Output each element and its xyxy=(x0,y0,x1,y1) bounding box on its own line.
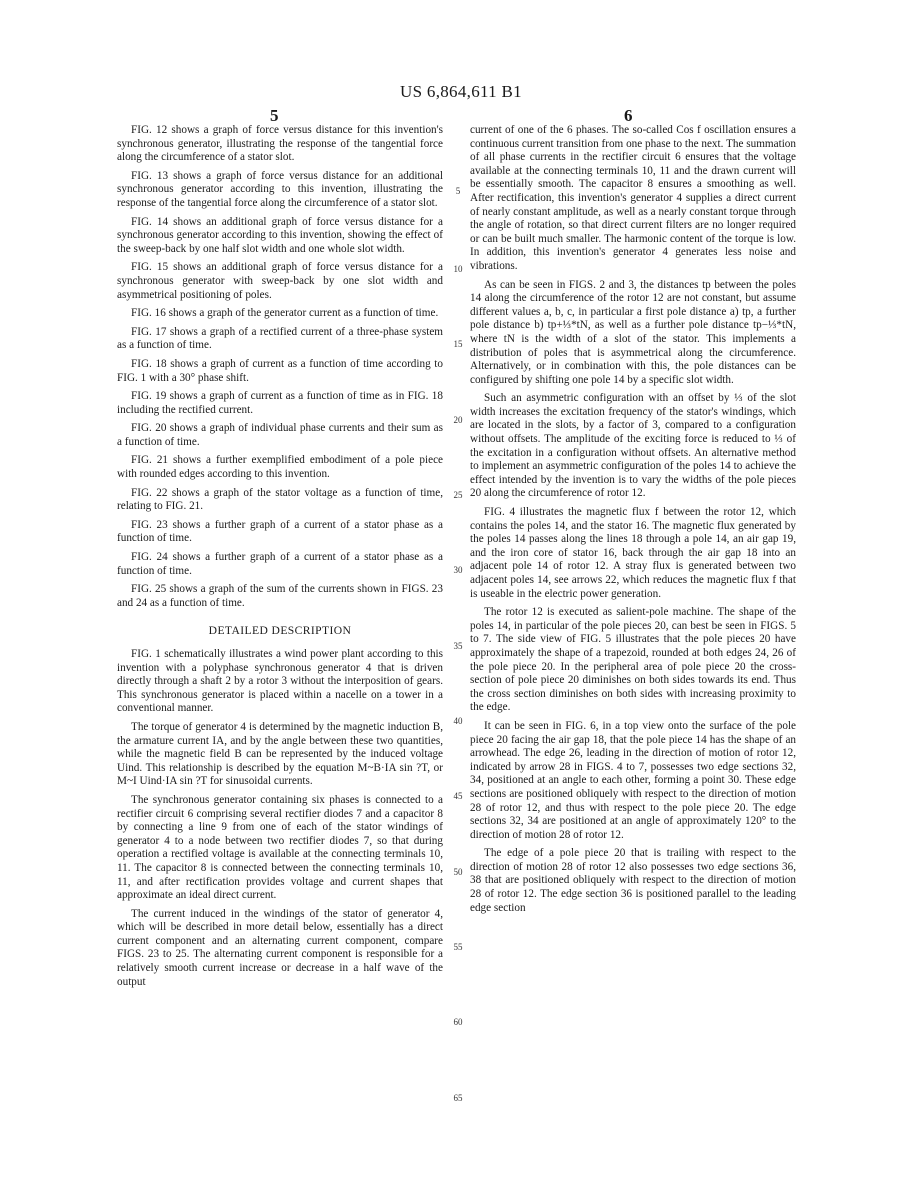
paragraph-trailing-edge: The edge of a pole piece 20 that is trailing with respect to the direction of motion 28 of rotor 12 also possesses two edge sections 36, 38 that are positioned obliquely with respect to the direction of motion 28 of rotor 12. The edge section 36 is positioned parallel to the leading edge section xyxy=(470,847,796,914)
paragraph-torque: The torque of generator 4 is determined by the magnetic induction B, the armature current IA, and by the angle between these two quantities, while the magnetic field B can be represented by the induced voltage Uind. This relationship is described by the equation M~B·IA sin ?T, or M~I Uind·IA sin ?T for sinusoidal currents. xyxy=(117,720,443,788)
paragraph-pole-distances: As can be seen in FIGS. 2 and 3, the distances tp between the poles 14 along the circumference of the rotor 12 are not constant, but assume different values a, b, c, in particular a first pole distance a) tp, a further pole distance b) tp+⅓*tN, as well as a further pole distance tp−⅓*tN, where tN is the width of a slot of the stator. This implements a distribution of poles that is asymmetrical along the circumference. Alternatively, or in combination with this, the pole distances can be configured by shifting one pole 14 by a specific slot width. xyxy=(470,278,796,386)
line-number-55: 55 xyxy=(453,942,463,952)
paragraph-salient-pole: The rotor 12 is executed as salient-pole machine. The shape of the poles 14, in particular of the pole pieces 20, can best be seen in FIGS. 5 to 7. The side view of FIG. 5 illustrates that the pole pieces 20 have approximately the shape of a trapezoid, rounded at both edges 24, 26 of the pole piece 20. In the peripheral area of pole piece 20 the cross-section of pole piece 20 diminishes on both sides towards its end. Thus the cross section diminishes on both sides with increasing proximity to the edge. xyxy=(470,606,796,714)
line-number-10: 10 xyxy=(453,264,463,274)
line-number-60: 60 xyxy=(453,1017,463,1027)
right-column xyxy=(470,124,796,920)
paragraph-fig19: FIG. 19 shows a graph of current as a function of time as in FIG. 18 including the rectified current. xyxy=(117,390,443,416)
paragraph-fig21: FIG. 21 shows a further exemplified embodiment of a pole piece with rounded edges according to this invention. xyxy=(117,454,443,481)
line-number-20: 20 xyxy=(453,415,463,425)
paragraph-fig25: FIG. 25 shows a graph of the sum of the currents shown in FIGS. 23 and 24 as a function of time. xyxy=(117,583,443,609)
right-column-number: 6 xyxy=(624,106,633,125)
paragraph-cos-oscillation: current of one of the 6 phases. The so-called Cos f oscillation ensures a continuous current transition from one phase to the next. The summation of all phase currents in the rectifier circuit 6 ensures that the voltage available at the connecting terminals 10, 11 and the drawn current will be essentially smooth. The capacitor 8 ensures a smoothing as well. After rectification, this invention's generator 4 supplies a direct current of nearly constant amplitude, as well as a nearly constant torque through the angle of rotation, so that direct current filters are no longer required or can be built much smaller. The harmonic content of the torque is low. In addition, this invention's generator 4 generates less noise and vibrations. xyxy=(470,124,796,272)
section-heading-detailed-description: DETAILED DESCRIPTION xyxy=(208,624,352,638)
line-number-30: 30 xyxy=(453,565,463,575)
paragraph-fig1-description: FIG. 1 schematically illustrates a wind power plant according to this invention with a polyphase synchronous generator 4 that is driven directly through a shaft 2 by a rotor 3 without the interposition of gears. This synchronous generator is placed within a nacelle on a tower in a conventional manner. xyxy=(117,648,443,715)
line-number-5: 5 xyxy=(455,186,461,196)
left-column-number: 5 xyxy=(270,106,279,125)
paragraph-fig12: FIG. 12 shows a graph of force versus distance for this invention's synchronous generator, illustrating the response of the tangential force along the circumference of a stator slot. xyxy=(117,124,443,164)
paragraph-fig6-arrowhead: It can be seen in FIG. 6, in a top view onto the surface of the pole piece 20 facing the air gap 18, that the pole piece 14 has the shape of an arrowhead. The edge 26, leading in the direction of motion of rotor 12, indicated by arrow 28 in FIGS. 4 to 7, possesses two edge sections 32, 34, positioned at an angle to each other, forming a point 30. These edge sections are positioned obliquely with respect to the direction of motion 28 of rotor 12, and thus with respect to the pole piece 20. The edge sections 32, 34 are positioned at an angle of approximately 120° to the direction of motion 28 of rotor 12. xyxy=(470,719,796,841)
line-number-45: 45 xyxy=(453,791,463,801)
paragraph-fig22: FIG. 22 shows a graph of the stator voltage as a function of time, relating to FIG. 21. xyxy=(117,486,443,513)
line-number-40: 40 xyxy=(453,716,463,726)
line-number-65: 65 xyxy=(453,1093,463,1103)
paragraph-fig4-flux: FIG. 4 illustrates the magnetic flux f between the rotor 12, which contains the poles 14, and the stator 16. The magnetic flux generated by the poles 14 passes along the lines 18 through a pole 14, an air gap 19, and the iron core of stator 16, back through the air gap 18 into an adjacent pole 14 of rotor 12. A stray flux is generated between two adjacent poles 14, see arrows 22, which reduces the magnetic flux f that is useable in the electric power generation. xyxy=(470,506,796,600)
paragraph-fig18: FIG. 18 shows a graph of current as a function of time according to FIG. 1 with a 30° phase shift. xyxy=(117,357,443,384)
paragraph-induced-current: The current induced in the windings of the stator of generator 4, which will be described in more detail below, essentially has a direct current component and an alternating current component, compare FIGS. 23 to 25. The alternating current component is responsible for a relatively smooth current increase or decrease in a half wave of the output xyxy=(117,907,443,988)
paragraph-fig16: FIG. 16 shows a graph of the generator current as a function of time. xyxy=(131,307,439,320)
paragraph-fig20: FIG. 20 shows a graph of individual phase currents and their sum as a function of time. xyxy=(117,422,443,448)
paragraph-fig24: FIG. 24 shows a further graph of a current of a stator phase as a function of time. xyxy=(117,551,443,577)
paragraph-fig17: FIG. 17 shows a graph of a rectified current of a three-phase system as a function of time. xyxy=(117,325,443,352)
paragraph-fig14: FIG. 14 shows an additional graph of force versus distance for a synchronous generator according to this invention, showing the effect of the sweep-back by one half slot width and one whole slot width. xyxy=(117,215,443,255)
paragraph-fig23: FIG. 23 shows a further graph of a current of a stator phase as a function of time. xyxy=(117,518,443,545)
patent-number-header: US 6,864,611 B1 xyxy=(400,82,522,101)
paragraph-fig13: FIG. 13 shows a graph of force versus distance for an additional synchronous generator according to this invention, illustrating the response of the tangential force along the circumference of a stator slot. xyxy=(117,169,443,209)
paragraph-asymmetric-configuration: Such an asymmetric configuration with an offset by ⅓ of the slot width increases the excitation frequency of the stator's windings, which are located in the slots, by a factor of 3, compared to a configuration without offsets. The amplitude of the exciting force is reduced to ⅓ of the excitation in a configuration without offsets. An alternative method to implement an asymmetric configuration of the poles 14 to achieve the effect intended by the invention is to vary the widths of the pole pieces 20 along the circumference of rotor 12. xyxy=(470,392,796,500)
line-number-15: 15 xyxy=(453,339,463,349)
line-number-35: 35 xyxy=(453,641,463,651)
paragraph-fig15: FIG. 15 shows an additional graph of force versus distance for a synchronous generator with sweep-back by one slot width and asymmetrical positioning of poles. xyxy=(117,261,443,301)
paragraph-rectifier: The synchronous generator containing six phases is connected to a rectifier circuit 6 comprising several rectifier diodes 7 and a capacitor 8 by connecting a line 9 from one of each of the stator windings of generator 4 to a node between two rectifier diodes 7, so that during operation a rectified voltage is available at the connecting terminals 10, 11. The capacitor 8 is connected between the connecting terminals 10, 11, and after rectification provides voltage and current shapes that approximate an ideal direct current. xyxy=(117,793,443,902)
line-number-50: 50 xyxy=(453,867,463,877)
line-number-25: 25 xyxy=(453,490,463,500)
left-column xyxy=(117,124,443,994)
